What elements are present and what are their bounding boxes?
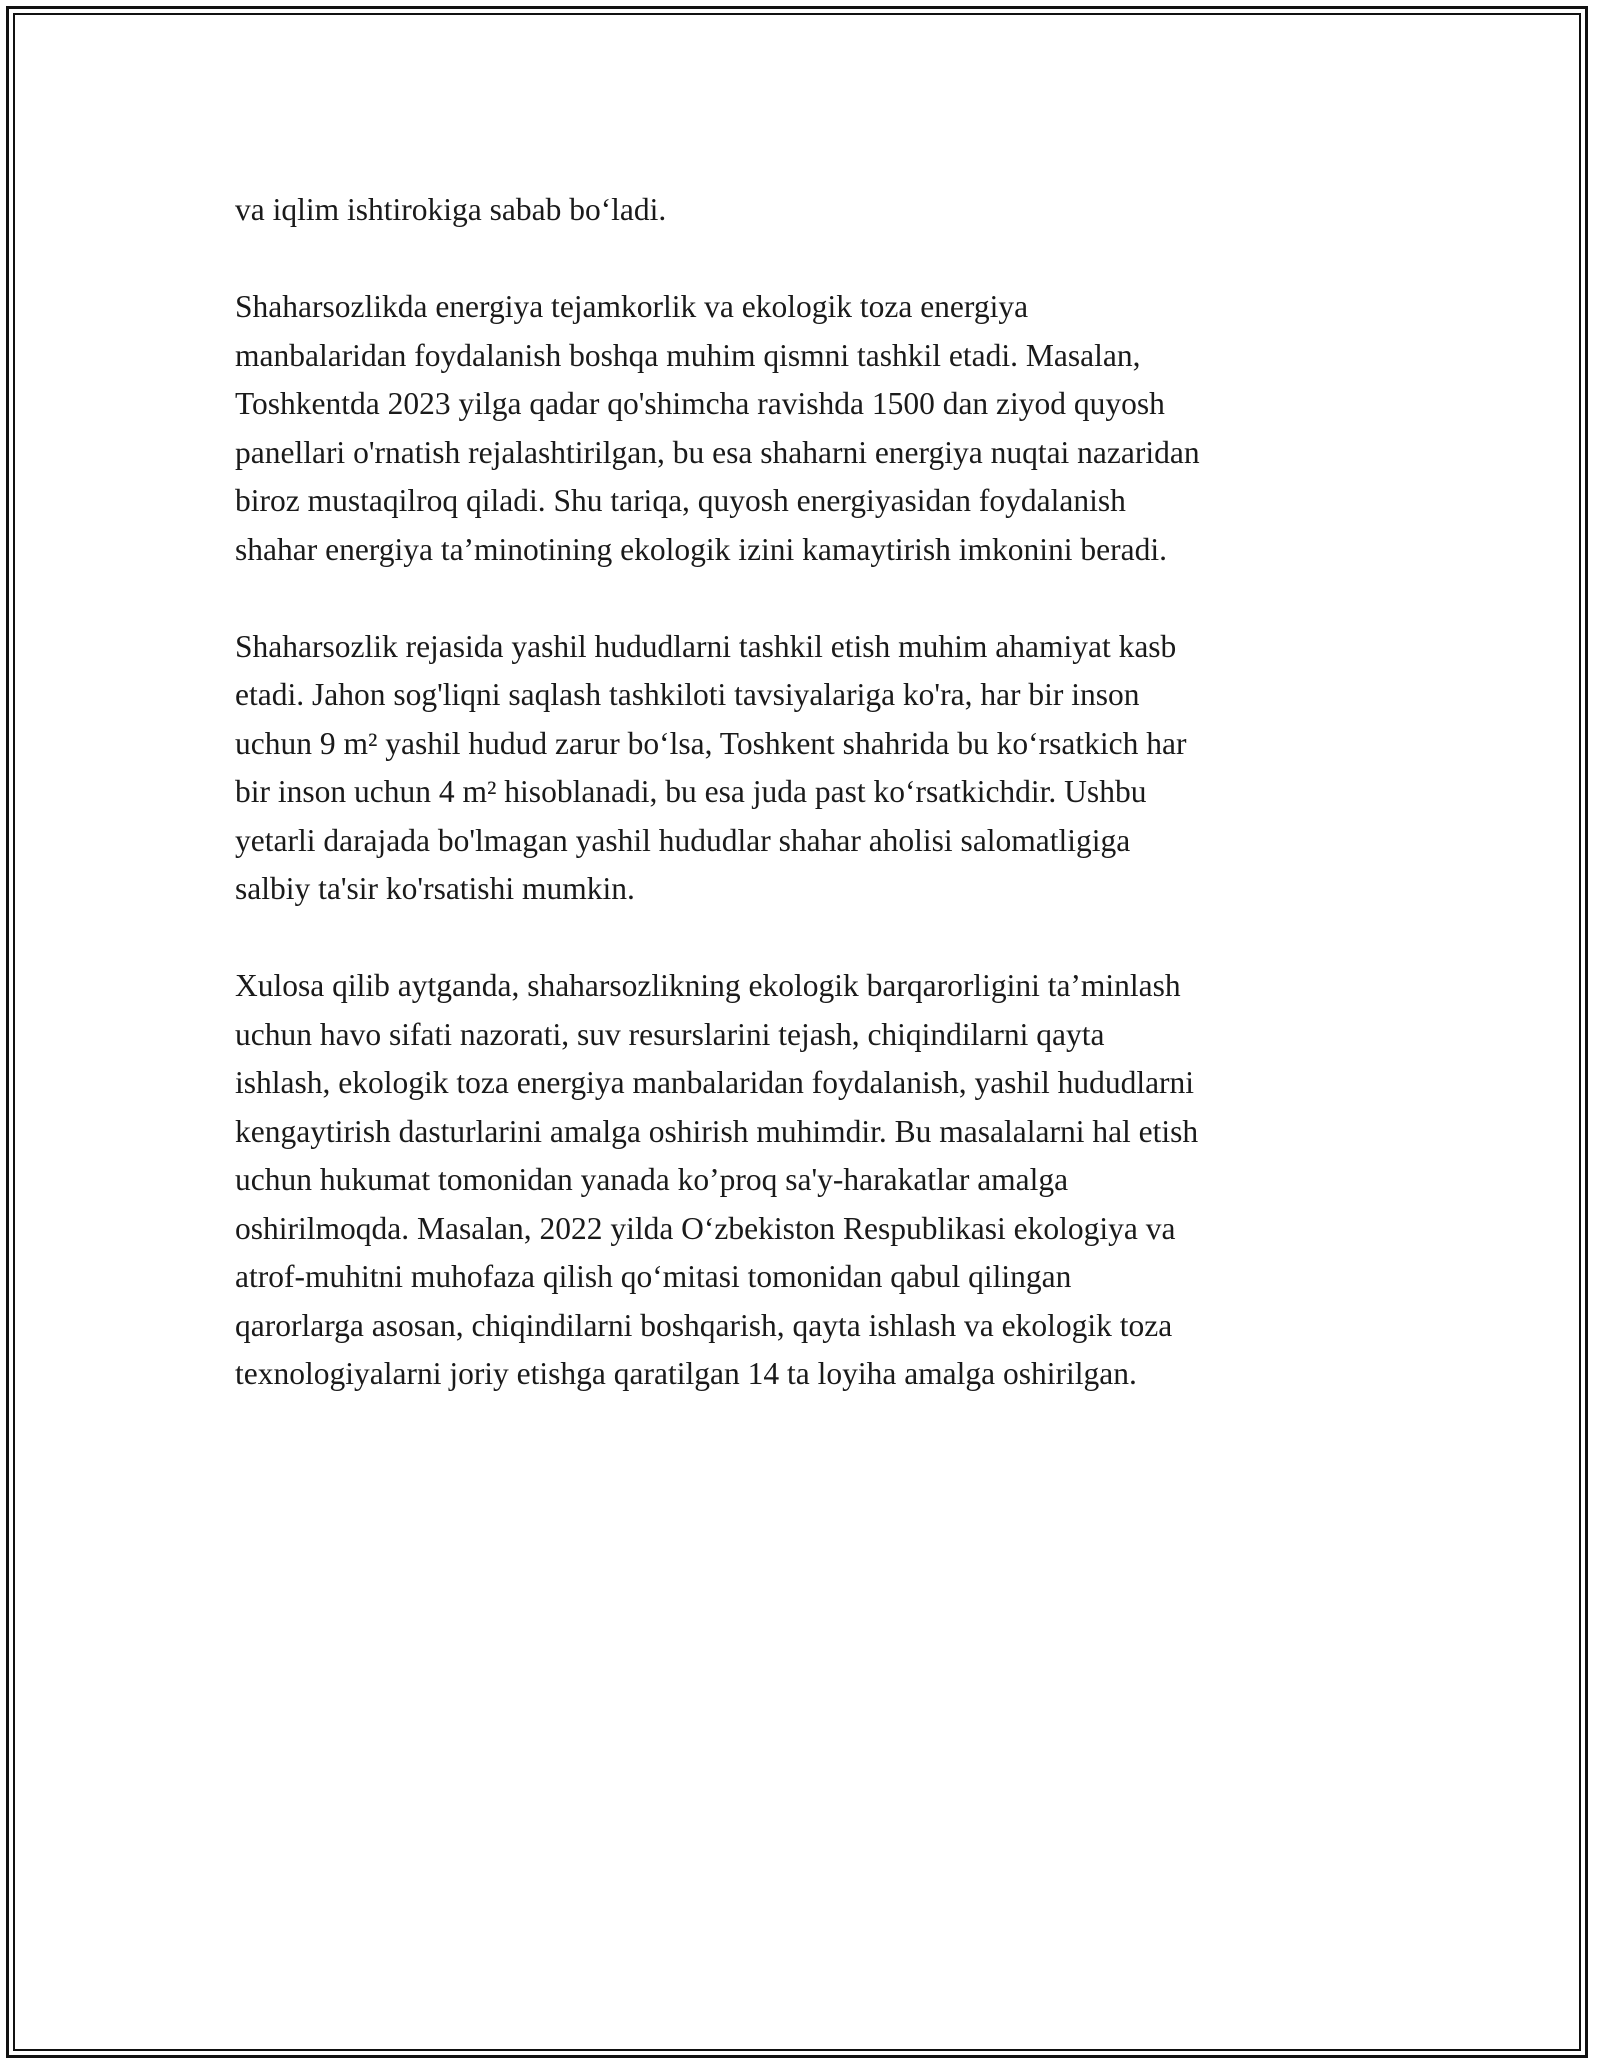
text-line: va iqlim ishtirokiga sabab bo‘ladi. [235, 192, 667, 227]
text-line: Shaharsozlik rejasida yashil hududlarni tashkil etish muhim ahamiyat kasb [235, 628, 1177, 664]
paragraph-intro-fragment [235, 186, 1395, 235]
text-line: uchun havo sifati nazorati, suv resurslarini tejash, chiqindilarni qayta [235, 1016, 1105, 1052]
text-line: bir inson uchun 4 m² hisoblanadi, bu esa juda past ko‘rsatkichdir. Ushbu [235, 774, 1147, 809]
paragraph-conclusion [235, 962, 1395, 1399]
text-line: Xulosa qilib aytganda, shaharsozlikning ekologik barqarorligini ta’minlash [235, 968, 1181, 1003]
text-line: salbiy ta'sir ko'rsatishi mumkin. [235, 871, 635, 906]
text-line: oshirilmoqda. Masalan, 2022 yilda O‘zbekiston Respublikasi ekologiya va [235, 1210, 1176, 1246]
text-line: ishlash, ekologik toza energiya manbalaridan foydalanish, yashil hududlarni [235, 1065, 1195, 1100]
text-line: kengaytirish dasturlarini amalga oshirish muhimdir. Bu masalalarni hal etish [235, 1113, 1199, 1149]
text-line: manbalaridan foydalanish boshqa muhim qismni tashkil etadi. Masalan, [235, 337, 1141, 373]
text-line: Toshkentda 2023 yilga qadar qo'shimcha ravishda 1500 dan ziyod quyosh [235, 386, 1165, 421]
text-line: Shaharsozlikda energiya tejamkorlik va ekologik toza energiya [235, 289, 1029, 324]
text-line: texnologiyalarni joriy etishga qaratilgan 14 ta loyiha amalga oshirilgan. [235, 1356, 1137, 1391]
text-line: biroz mustaqilroq qiladi. Shu tariqa, quyosh energiyasidan foydalanish [235, 483, 1126, 518]
document-body [235, 186, 1395, 1447]
paragraph-energy [235, 283, 1395, 574]
text-line: uchun 9 m² yashil hudud zarur bo‘lsa, Toshkent shahrida bu ko‘rsatkich har [235, 725, 1187, 761]
paragraph-green-areas [235, 623, 1395, 914]
text-line: panellari o'rnatish rejalashtirilgan, bu esa shaharni energiya nuqtai nazaridan [235, 434, 1200, 470]
text-line: shahar energiya ta’minotining ekologik izini kamaytirish imkonini beradi. [235, 531, 1167, 567]
text-line: etadi. Jahon sog'liqni saqlash tashkiloti tavsiyalariga ko'ra, har bir inson [235, 677, 1140, 712]
text-line: qarorlarga asosan, chiqindilarni boshqarish, qayta ishlash va ekologik toza [235, 1307, 1173, 1343]
text-line: atrof-muhitni muhofaza qilish qo‘mitasi tomonidan qabul qilingan [235, 1259, 1072, 1294]
text-line: uchun hukumat tomonidan yanada ko’proq sa'y-harakatlar amalga [235, 1162, 1069, 1197]
text-line: yetarli darajada bo'lmagan yashil hududlar shahar aholisi salomatligiga [235, 822, 1131, 858]
